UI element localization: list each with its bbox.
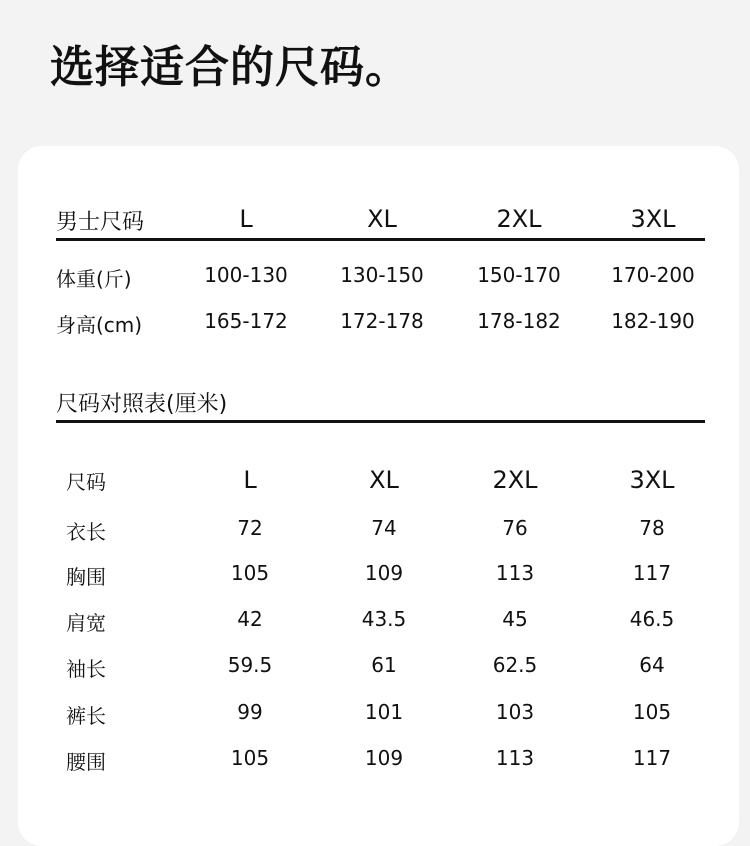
- size-chart-header-l: L: [243, 466, 257, 494]
- size-chart-cell: 42: [237, 607, 263, 631]
- size-chart-header-2xl: 2XL: [492, 466, 538, 494]
- height-l: 165-172: [204, 309, 288, 333]
- size-chart-cell: 64: [639, 653, 665, 677]
- size-chart-row-label: 肩宽: [66, 611, 106, 635]
- size-chart-cell: 74: [371, 516, 397, 540]
- men-size-header-label: 男士尺码: [56, 210, 145, 235]
- size-chart-row-label: 袖长: [66, 657, 106, 681]
- size-chart-header-3xl: 3XL: [629, 466, 675, 494]
- size-chart-row-label: 裤长: [66, 704, 106, 728]
- size-chart-divider: [56, 420, 705, 423]
- size-chart-cell: 117: [632, 561, 672, 585]
- weight-label: 体重(斤): [56, 267, 132, 291]
- size-chart-cell: 59.5: [227, 653, 273, 677]
- height-3xl: 182-190: [611, 309, 695, 333]
- size-chart-row-label: 胸围: [66, 565, 106, 589]
- size-chart-cell: 109: [364, 746, 404, 770]
- men-size-header-l: L: [239, 205, 253, 233]
- size-chart-cell: 105: [230, 561, 270, 585]
- size-chart-cell: 101: [364, 700, 404, 724]
- height-2xl: 178-182: [477, 309, 561, 333]
- page-title: 选择适合的尺码。: [50, 42, 410, 93]
- size-chart-header-label: 尺码: [66, 470, 106, 494]
- size-chart-row-label: 衣长: [66, 520, 106, 544]
- size-chart-row-label: 腰围: [66, 750, 106, 774]
- size-chart-cell: 113: [495, 746, 535, 770]
- weight-l: 100-130: [204, 263, 288, 287]
- size-chart-header-xl: XL: [369, 466, 399, 494]
- men-size-divider: [56, 238, 705, 241]
- size-chart-cell: 78: [639, 516, 665, 540]
- size-chart-cell: 61: [371, 653, 397, 677]
- size-card: [18, 146, 739, 846]
- size-chart-cell: 99: [237, 700, 263, 724]
- size-chart-cell: 72: [237, 516, 263, 540]
- men-size-header-2xl: 2XL: [496, 205, 542, 233]
- size-chart-cell: 103: [495, 700, 535, 724]
- men-size-header-xl: XL: [367, 205, 397, 233]
- size-chart-cell: 46.5: [629, 607, 675, 631]
- men-size-header-3xl: 3XL: [630, 205, 676, 233]
- size-chart-cell: 43.5: [361, 607, 407, 631]
- size-chart-cell: 113: [495, 561, 535, 585]
- height-xl: 172-178: [340, 309, 424, 333]
- size-chart-cell: 117: [632, 746, 672, 770]
- height-label: 身高(cm): [56, 313, 143, 337]
- weight-2xl: 150-170: [477, 263, 561, 287]
- weight-xl: 130-150: [340, 263, 424, 287]
- size-chart-cell: 109: [364, 561, 404, 585]
- size-chart-cell: 62.5: [492, 653, 538, 677]
- weight-3xl: 170-200: [611, 263, 695, 287]
- size-chart-title: 尺码对照表(厘米): [56, 392, 228, 417]
- size-chart-cell: 45: [502, 607, 528, 631]
- size-chart-cell: 105: [632, 700, 672, 724]
- size-chart-cell: 76: [502, 516, 528, 540]
- size-chart-cell: 105: [230, 746, 270, 770]
